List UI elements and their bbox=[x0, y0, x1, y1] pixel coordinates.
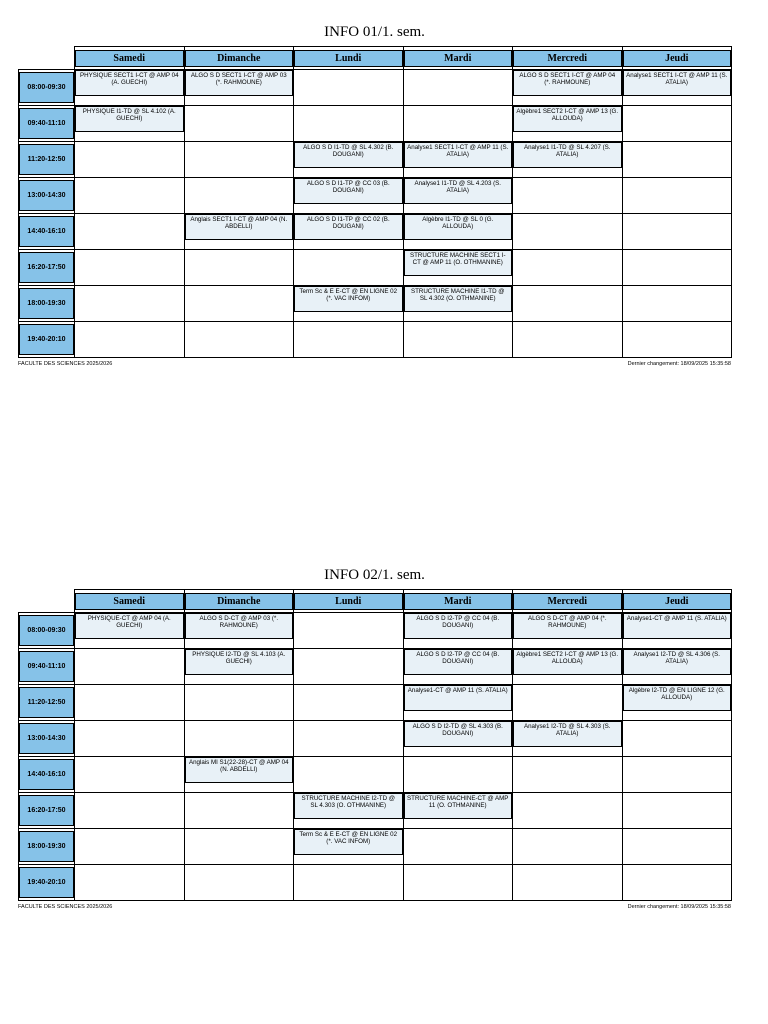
schedule-cell bbox=[75, 865, 185, 901]
day-label: Mercredi bbox=[513, 50, 622, 67]
time-slot-label: 11:20-12:50 bbox=[19, 687, 74, 718]
day-header bbox=[403, 47, 513, 70]
schedule-cell bbox=[513, 106, 623, 142]
time-slot-cell bbox=[19, 322, 75, 358]
schedule-cell bbox=[184, 70, 294, 106]
timetable-info-02 bbox=[18, 565, 731, 910]
day-header bbox=[622, 590, 732, 613]
time-slot-cell bbox=[19, 721, 75, 757]
course-entry[interactable]: STRUCTURE MACHINE I1-TD @ SL 4.302 (O. OTHMANINE) bbox=[404, 286, 513, 312]
schedule-cell bbox=[75, 829, 185, 865]
day-header bbox=[294, 47, 404, 70]
day-header bbox=[294, 590, 404, 613]
schedule-cell bbox=[622, 721, 732, 757]
schedule-cell bbox=[403, 214, 513, 250]
schedule-cell bbox=[403, 649, 513, 685]
course-entry[interactable]: Term Sc & E E-CT @ EN LIGNE 02 (*. VAC INFOM) bbox=[294, 829, 403, 855]
course-entry[interactable]: STRUCTURE MACHINE-CT @ AMP 11 (O. OTHMANINE) bbox=[404, 793, 513, 819]
schedule-cell bbox=[403, 250, 513, 286]
course-entry[interactable]: ALGO S D-CT @ AMP 03 (*. RAHMOUNE) bbox=[185, 613, 294, 639]
faculty-label: FACULTE DES SCIENCES 2025/2026 bbox=[18, 361, 113, 367]
schedule-cell bbox=[513, 214, 623, 250]
time-slot-label: 08:00-09:30 bbox=[19, 72, 74, 103]
time-row bbox=[19, 70, 732, 106]
time-row bbox=[19, 685, 732, 721]
course-entry[interactable]: Algèbre1 SECT2 I-CT @ AMP 13 (G. ALLOUDA) bbox=[513, 106, 622, 132]
time-row bbox=[19, 865, 732, 901]
time-slot-cell bbox=[19, 685, 75, 721]
schedule-cell bbox=[184, 721, 294, 757]
course-entry[interactable]: PHYSIQUE I2-TD @ SL 4.103 (A. GUECHI) bbox=[185, 649, 294, 675]
schedule-cell bbox=[294, 142, 404, 178]
last-change-label: Dernier changement: 18/09/2025 15:35:58 bbox=[627, 904, 731, 910]
schedule-cell bbox=[513, 286, 623, 322]
day-label: Mardi bbox=[404, 593, 513, 610]
schedule-cell bbox=[513, 757, 623, 793]
schedule-cell bbox=[75, 322, 185, 358]
schedule-cell bbox=[294, 286, 404, 322]
schedule-cell bbox=[513, 178, 623, 214]
course-entry[interactable]: ALGO S D SECT1 I-CT @ AMP 04 (*. RAHMOUNE) bbox=[513, 70, 622, 96]
faculty-label: FACULTE DES SCIENCES 2025/2026 bbox=[18, 904, 113, 910]
schedule-cell bbox=[294, 829, 404, 865]
time-row bbox=[19, 322, 732, 358]
schedule-cell bbox=[403, 685, 513, 721]
course-entry[interactable]: ALGO S D-CT @ AMP 04 (*. RAHMOUNE) bbox=[513, 613, 622, 639]
course-entry[interactable]: Anglais SECT1 I-CT @ AMP 04 (N. ABDELLI) bbox=[185, 214, 294, 240]
timetable-info-01 bbox=[18, 22, 731, 367]
schedule-cell bbox=[513, 721, 623, 757]
schedule-cell bbox=[622, 793, 732, 829]
schedule-cell bbox=[622, 613, 732, 649]
schedule-cell bbox=[622, 829, 732, 865]
schedule-cell bbox=[513, 322, 623, 358]
schedule-cell bbox=[513, 685, 623, 721]
schedule-cell bbox=[75, 70, 185, 106]
time-slot-label: 19:40-20:10 bbox=[19, 324, 74, 355]
schedule-cell bbox=[75, 685, 185, 721]
course-entry[interactable]: ALGO S D SECT1 I-CT @ AMP 03 (*. RAHMOUNE) bbox=[185, 70, 294, 96]
schedule-cell bbox=[622, 322, 732, 358]
schedule-cell bbox=[184, 250, 294, 286]
schedule-cell bbox=[403, 106, 513, 142]
time-slot-cell bbox=[19, 829, 75, 865]
day-header bbox=[513, 590, 623, 613]
schedule-cell bbox=[513, 649, 623, 685]
course-entry[interactable]: ALGO S D I2-TD @ SL 4.303 (B. DOUGANI) bbox=[404, 721, 513, 747]
schedule-cell bbox=[184, 214, 294, 250]
schedule-cell bbox=[184, 865, 294, 901]
schedule-cell bbox=[513, 793, 623, 829]
time-row bbox=[19, 649, 732, 685]
schedule-cell bbox=[403, 178, 513, 214]
schedule-cell bbox=[622, 70, 732, 106]
schedule-cell bbox=[184, 106, 294, 142]
schedule-cell bbox=[622, 685, 732, 721]
schedule-cell bbox=[294, 250, 404, 286]
course-entry[interactable]: ALGO S D I2-TP @ CC 04 (B. DOUGANI) bbox=[404, 613, 513, 639]
schedule-cell bbox=[622, 142, 732, 178]
day-header bbox=[403, 590, 513, 613]
schedule-cell bbox=[75, 649, 185, 685]
schedule-cell bbox=[403, 70, 513, 106]
time-slot-label: 16:20-17:50 bbox=[19, 252, 74, 283]
time-slot-cell bbox=[19, 649, 75, 685]
time-slot-cell bbox=[19, 757, 75, 793]
schedule-cell bbox=[184, 685, 294, 721]
course-entry[interactable]: Term Sc & E E-CT @ EN LIGNE 02 (*. VAC INFOM) bbox=[294, 286, 403, 312]
schedule-cell bbox=[294, 322, 404, 358]
schedule-cell bbox=[75, 613, 185, 649]
schedule-cell bbox=[184, 142, 294, 178]
timetable-title: INFO 01/1. sem. bbox=[324, 24, 425, 40]
course-entry[interactable]: Analyse1 I1-TD @ SL 4.203 (S. ATALIA) bbox=[404, 178, 513, 204]
time-slot-label: 14:40-16:10 bbox=[19, 216, 74, 247]
time-slot-cell bbox=[19, 286, 75, 322]
day-label: Dimanche bbox=[185, 593, 294, 610]
course-entry[interactable]: PHYSIQUE SECT1 I-CT @ AMP 04 (A. GUECHI) bbox=[75, 70, 184, 96]
schedule-cell bbox=[403, 829, 513, 865]
course-entry[interactable]: ALGO S D I1-TP @ CC 03 (B. DOUGANI) bbox=[294, 178, 403, 204]
time-row bbox=[19, 793, 732, 829]
time-slot-label: 14:40-16:10 bbox=[19, 759, 74, 790]
schedule-cell bbox=[403, 721, 513, 757]
day-header bbox=[75, 47, 185, 70]
schedule-grid bbox=[18, 46, 732, 358]
timetable-footer bbox=[18, 361, 731, 367]
schedule-cell bbox=[403, 757, 513, 793]
day-label: Jeudi bbox=[623, 593, 732, 610]
last-change-label: Dernier changement: 18/09/2025 15:35:58 bbox=[627, 361, 731, 367]
course-entry[interactable]: ALGO S D I2-TP @ CC 04 (B. DOUGANI) bbox=[404, 649, 513, 675]
time-slot-label: 09:40-11:10 bbox=[19, 651, 74, 682]
timetable-footer bbox=[18, 904, 731, 910]
schedule-cell bbox=[622, 286, 732, 322]
schedule-cell bbox=[513, 250, 623, 286]
corner-cell bbox=[19, 47, 75, 70]
day-label: Jeudi bbox=[623, 50, 732, 67]
course-entry[interactable]: Algèbre1 SECT2 I-CT @ AMP 13 (G. ALLOUDA) bbox=[513, 649, 622, 675]
schedule-cell bbox=[75, 214, 185, 250]
day-header bbox=[184, 590, 294, 613]
schedule-cell bbox=[294, 70, 404, 106]
time-row bbox=[19, 106, 732, 142]
corner-cell bbox=[19, 590, 75, 613]
schedule-cell bbox=[622, 757, 732, 793]
time-row bbox=[19, 214, 732, 250]
time-slot-cell bbox=[19, 865, 75, 901]
time-row bbox=[19, 757, 732, 793]
time-slot-label: 09:40-11:10 bbox=[19, 108, 74, 139]
schedule-cell bbox=[622, 649, 732, 685]
schedule-cell bbox=[403, 793, 513, 829]
course-entry[interactable]: Analyse1 I2-TD @ SL 4.306 (S. ATALIA) bbox=[623, 649, 732, 675]
day-label: Samedi bbox=[75, 593, 184, 610]
schedule-cell bbox=[403, 142, 513, 178]
schedule-cell bbox=[75, 793, 185, 829]
schedule-cell bbox=[403, 865, 513, 901]
schedule-cell bbox=[75, 286, 185, 322]
schedule-cell bbox=[513, 865, 623, 901]
time-slot-cell bbox=[19, 250, 75, 286]
time-row bbox=[19, 829, 732, 865]
day-header bbox=[513, 47, 623, 70]
schedule-cell bbox=[294, 214, 404, 250]
schedule-cell bbox=[294, 649, 404, 685]
schedule-cell bbox=[403, 322, 513, 358]
schedule-cell bbox=[513, 829, 623, 865]
time-row bbox=[19, 613, 732, 649]
course-entry[interactable]: Analyse1 SECT1 I-CT @ AMP 11 (S. ATALIA) bbox=[404, 142, 513, 168]
course-entry[interactable]: Analyse1-CT @ AMP 11 (S. ATALIA) bbox=[404, 685, 513, 711]
course-entry[interactable]: ALGO S D I1-TD @ SL 4.302 (B. DOUGANI) bbox=[294, 142, 403, 168]
day-header bbox=[622, 47, 732, 70]
day-header-row bbox=[19, 47, 732, 70]
day-label: Lundi bbox=[294, 50, 403, 67]
course-entry[interactable]: STRUCTURE MACHINE SECT1 I-CT @ AMP 11 (O. OTHMANINE) bbox=[404, 250, 513, 276]
time-slot-label: 18:00-19:30 bbox=[19, 288, 74, 319]
schedule-cell bbox=[403, 286, 513, 322]
course-entry[interactable]: Anglais MI S1(22-28)-CT @ AMP 04 (N. ABDELLI) bbox=[185, 757, 294, 783]
schedule-cell bbox=[294, 757, 404, 793]
course-entry[interactable]: Algèbre I2-TD @ EN LIGNE 12 (G. ALLOUDA) bbox=[623, 685, 732, 711]
time-row bbox=[19, 142, 732, 178]
time-slot-cell bbox=[19, 613, 75, 649]
schedule-cell bbox=[184, 613, 294, 649]
course-entry[interactable]: PHYSIQUE-CT @ AMP 04 (A. GUECHI) bbox=[75, 613, 184, 639]
day-header bbox=[184, 47, 294, 70]
time-row bbox=[19, 250, 732, 286]
day-label: Samedi bbox=[75, 50, 184, 67]
course-entry[interactable]: Algèbre I1-TD @ SL 0 (G. ALLOUDA) bbox=[404, 214, 513, 240]
schedule-cell bbox=[294, 613, 404, 649]
schedule-cell bbox=[403, 613, 513, 649]
day-header bbox=[75, 590, 185, 613]
course-entry[interactable]: PHYSIQUE I1-TD @ SL 4.102 (A. GUECHI) bbox=[75, 106, 184, 132]
day-label: Mercredi bbox=[513, 593, 622, 610]
course-entry[interactable]: ALGO S D I1-TP @ CC 02 (B. DOUGANI) bbox=[294, 214, 403, 240]
time-slot-cell bbox=[19, 142, 75, 178]
course-entry[interactable]: Analyse1-CT @ AMP 11 (S. ATALIA) bbox=[623, 613, 732, 639]
time-row bbox=[19, 286, 732, 322]
time-row bbox=[19, 178, 732, 214]
schedule-cell bbox=[513, 142, 623, 178]
schedule-cell bbox=[622, 106, 732, 142]
schedule-cell bbox=[294, 865, 404, 901]
schedule-cell bbox=[75, 250, 185, 286]
schedule-cell bbox=[75, 142, 185, 178]
schedule-cell bbox=[294, 106, 404, 142]
time-slot-label: 13:00-14:30 bbox=[19, 723, 74, 754]
course-entry[interactable]: Analyse1 I1-TD @ SL 4.207 (S. ATALIA) bbox=[513, 142, 622, 168]
time-slot-label: 11:20-12:50 bbox=[19, 144, 74, 175]
time-row bbox=[19, 721, 732, 757]
timetable-title: INFO 02/1. sem. bbox=[324, 567, 425, 583]
schedule-cell bbox=[184, 649, 294, 685]
schedule-cell bbox=[294, 793, 404, 829]
time-slot-cell bbox=[19, 106, 75, 142]
schedule-cell bbox=[184, 829, 294, 865]
time-slot-label: 13:00-14:30 bbox=[19, 180, 74, 211]
schedule-cell bbox=[513, 70, 623, 106]
schedule-cell bbox=[184, 286, 294, 322]
schedule-cell bbox=[75, 757, 185, 793]
course-entry[interactable]: Analyse1 I2-TD @ SL 4.303 (S. ATALIA) bbox=[513, 721, 622, 747]
day-label: Dimanche bbox=[185, 50, 294, 67]
day-label: Lundi bbox=[294, 593, 403, 610]
schedule-cell bbox=[622, 250, 732, 286]
time-slot-label: 18:00-19:30 bbox=[19, 831, 74, 862]
course-entry[interactable]: Analyse1 SECT1 I-CT @ AMP 11 (S. ATALIA) bbox=[623, 70, 732, 96]
time-slot-cell bbox=[19, 178, 75, 214]
schedule-cell bbox=[294, 685, 404, 721]
schedule-cell bbox=[75, 106, 185, 142]
schedule-cell bbox=[75, 721, 185, 757]
schedule-cell bbox=[75, 178, 185, 214]
schedule-cell bbox=[184, 757, 294, 793]
schedule-cell bbox=[184, 178, 294, 214]
schedule-cell bbox=[184, 793, 294, 829]
schedule-cell bbox=[513, 613, 623, 649]
schedule-cell bbox=[622, 178, 732, 214]
time-slot-cell bbox=[19, 70, 75, 106]
schedule-cell bbox=[184, 322, 294, 358]
course-entry[interactable]: STRUCTURE MACHINE I2-TD @ SL 4.303 (O. OTHMANINE) bbox=[294, 793, 403, 819]
schedule-grid bbox=[18, 589, 732, 901]
time-slot-label: 19:40-20:10 bbox=[19, 867, 74, 898]
time-slot-cell bbox=[19, 214, 75, 250]
time-slot-label: 16:20-17:50 bbox=[19, 795, 74, 826]
day-header-row bbox=[19, 590, 732, 613]
time-slot-cell bbox=[19, 793, 75, 829]
schedule-cell bbox=[294, 721, 404, 757]
schedule-cell bbox=[622, 214, 732, 250]
day-label: Mardi bbox=[404, 50, 513, 67]
schedule-cell bbox=[294, 178, 404, 214]
time-slot-label: 08:00-09:30 bbox=[19, 615, 74, 646]
schedule-cell bbox=[622, 865, 732, 901]
